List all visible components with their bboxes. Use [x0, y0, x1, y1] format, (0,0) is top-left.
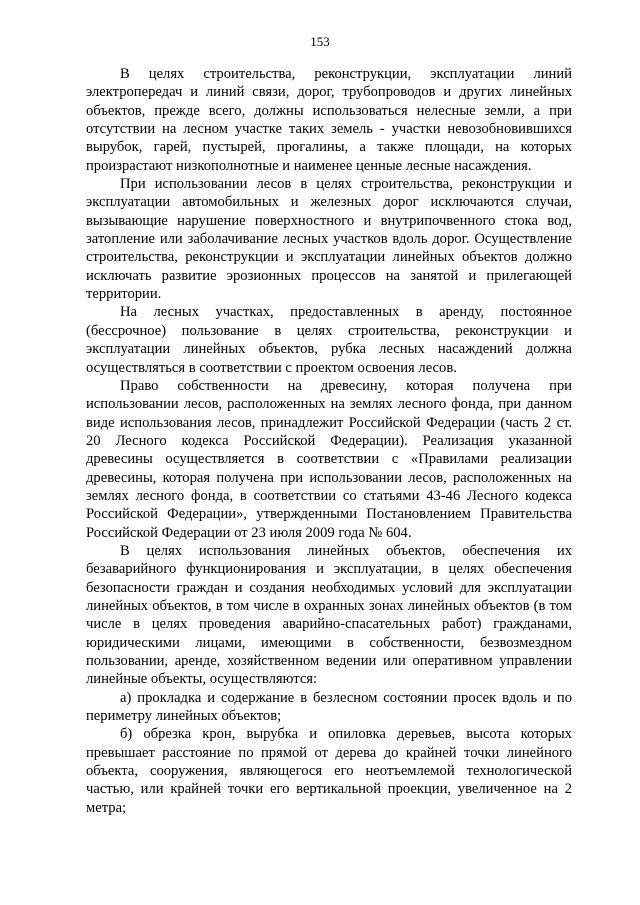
- paragraph-construction-lands: В целях строительства, реконструкции, эксплуатации линий электропередач и линий связи, дорог, трубопроводов и других линейных объектов, прежде всего, должны использоваться нелесные земли, а при отсутствии на лесном участке таких земель - участки невозобновившихся вырубок, гарей, пустырей, прогалины, а также площади, на которых произрастают низкополнотные и наименее ценные лесные насаждения.: [86, 66, 572, 174]
- paragraph-roads-restrictions: При использовании лесов в целях строительства, реконструкции и эксплуатации автомобильных и железных дорог исключаются случаи, вызывающие нарушение поверхностного и внутрипочвенного стока вод, затопление или заболачивание лесных участков вдоль дорог. Осуществление строительства, реконструкции и эксплуатации линейных объектов должно исключать развитие эрозионных процессов на занятой и прилегающей территории.: [86, 176, 572, 303]
- page-number: 153: [310, 34, 330, 49]
- list-item-b: б) обрезка крон, вырубка и опиловка деревьев, высота которых превышает расстояние по прямой от дерева до крайней точки линейного объекта, сооружения, являющегося его неотъемлемой технологической частью, или крайней точки его вертикальной проекции, увеличенное на 2 метра;: [86, 726, 572, 816]
- paragraph-linear-objects-usage: В целях использования линейных объектов, обеспечения их безаварийного функционирования и эксплуатации, в целях обеспечения безопасности граждан и создания необходимых условий для эксплуатации линейных объектов, в том числе в охранных зонах линейных объектов (в том числе в целях проведения аварийно-спасательных работ) гражданами, юридическими лицами, имеющими в собственности, безвозмездном пользовании, аренде, хозяйственном ведении или оперативном управлении линейные объекты, осуществляются:: [86, 542, 572, 688]
- paragraph-timber-ownership: Право собственности на древесину, которая получена при использовании лесов, расположенных на землях лесного фонда, при данном виде использования лесов, принадлежит Российской Федерации (часть 2 ст. 20 Лесного кодекса Российской Федерации). Реализация указанной древесины осуществляется в соответствии с «Правилами реализации древесины, которая получена при использовании лесов, расположенных на землях лесного фонда, в соответствии со статьями 43-46 Лесного кодекса Российской Федерации», утвержденными Постановлением Правительства Российской Федерации от 23 июля 2009 года № 604.: [86, 377, 572, 541]
- list-item-a: а) прокладка и содержание в безлесном состоянии просек вдоль и по периметру линейных объектов;: [86, 689, 572, 725]
- paragraph-lease-felling: На лесных участках, предоставленных в аренду, постоянное (бессрочное) пользование в целях строительства, реконструкции и эксплуатации линейных объектов, рубка лесных насаждений должна осуществляться в соответствии с проектом освоения лесов.: [86, 304, 572, 376]
- document-body: [86, 65, 572, 817]
